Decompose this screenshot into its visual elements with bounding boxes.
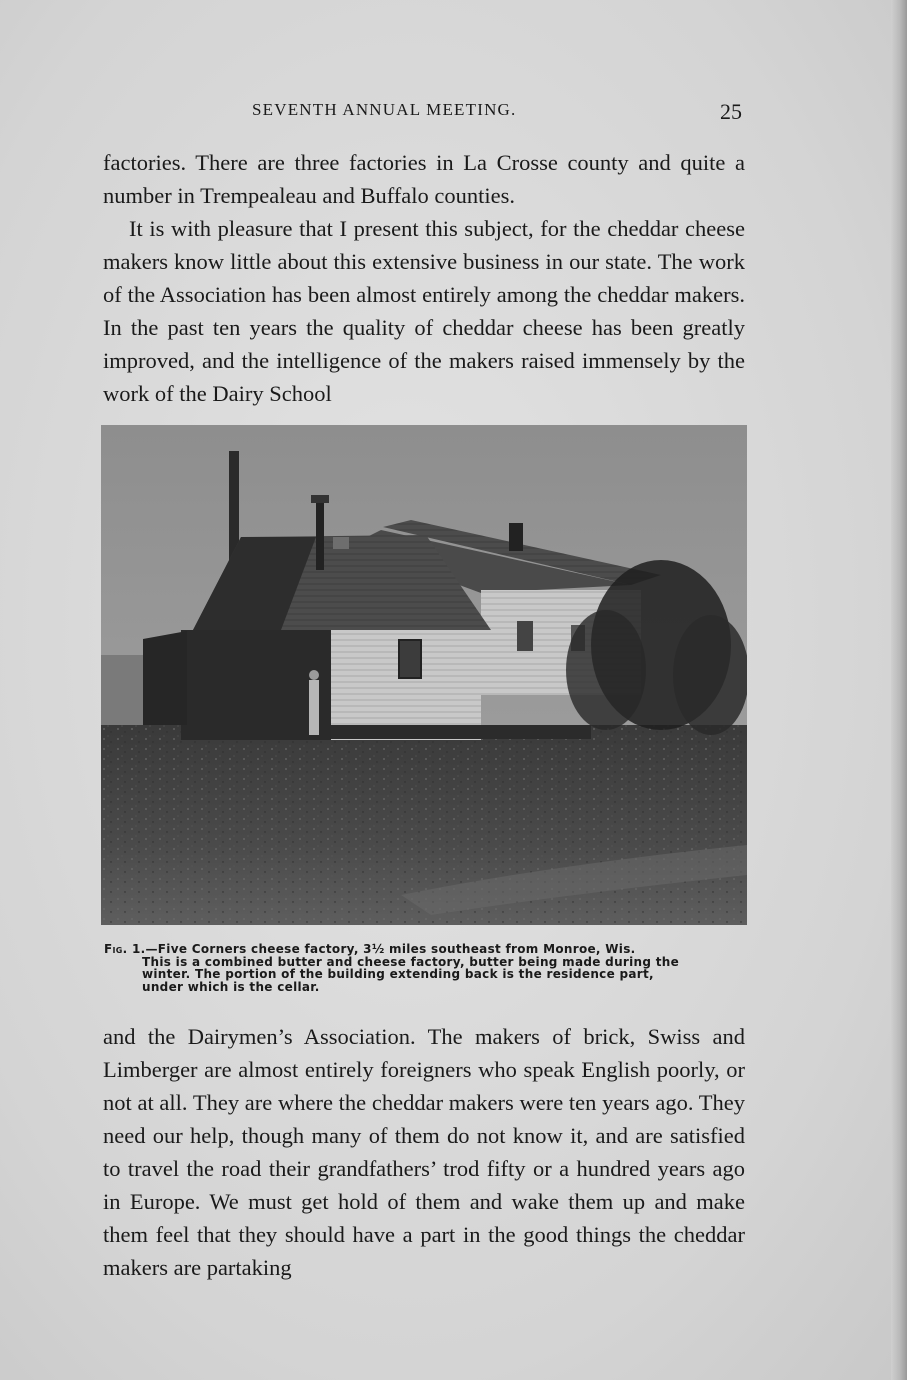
page-number: 25 [720,99,742,124]
caption-line-4: under which is the cellar. [142,979,320,994]
running-header [102,97,752,127]
body-text-top [103,146,745,410]
paragraph-continued: factories. There are three factories in La Crosse county and quite a number in Trempealeau and Buffalo counties. [103,150,745,208]
caption-line-1: —Five Corners cheese factory, 3½ miles southeast from Monroe, Wis. [145,942,636,956]
caption-first-line [104,943,747,956]
paragraph: It is with pleasure that I present this subject, for the cheddar cheese makers know little about this extensive business in our state. The work of the Association has been almost entirely among the cheddar makers. In the past ten years the quality of cheddar cheese has been greatly improved, and the intelligence of the makers raised immensely by the work of the Dairy School [103,216,745,406]
figure-caption [104,943,747,993]
caption-line-3: winter. The portion of the building extending back is the residence part, [142,967,654,981]
page-edge-shadow [891,0,907,1380]
figure-label: Fig. 1. [104,942,146,956]
caption-line-2: This is a combined butter and cheese factory, butter being made during the [142,954,680,969]
body-text-bottom [103,1020,745,1284]
paragraph-continued: and the Dairymen’s Association. The makers of brick, Swiss and Limberger are almost entirely foreigners who speak English poorly, or not at all. They are where the cheddar makers were ten years ago. They need our help, though many of them do not know it, and are satisfied to travel the road their grandfathers’ trod fifty or a hundred years ago in Europe. We must get hold of them and wake them up and make them feel that they should have a part in the good things the cheddar makers are partaking [103,1024,745,1280]
cheese-factory-photograph [101,425,747,925]
running-title: SEVENTH ANNUAL MEETING. [252,100,517,119]
photo-illustration [101,425,747,925]
